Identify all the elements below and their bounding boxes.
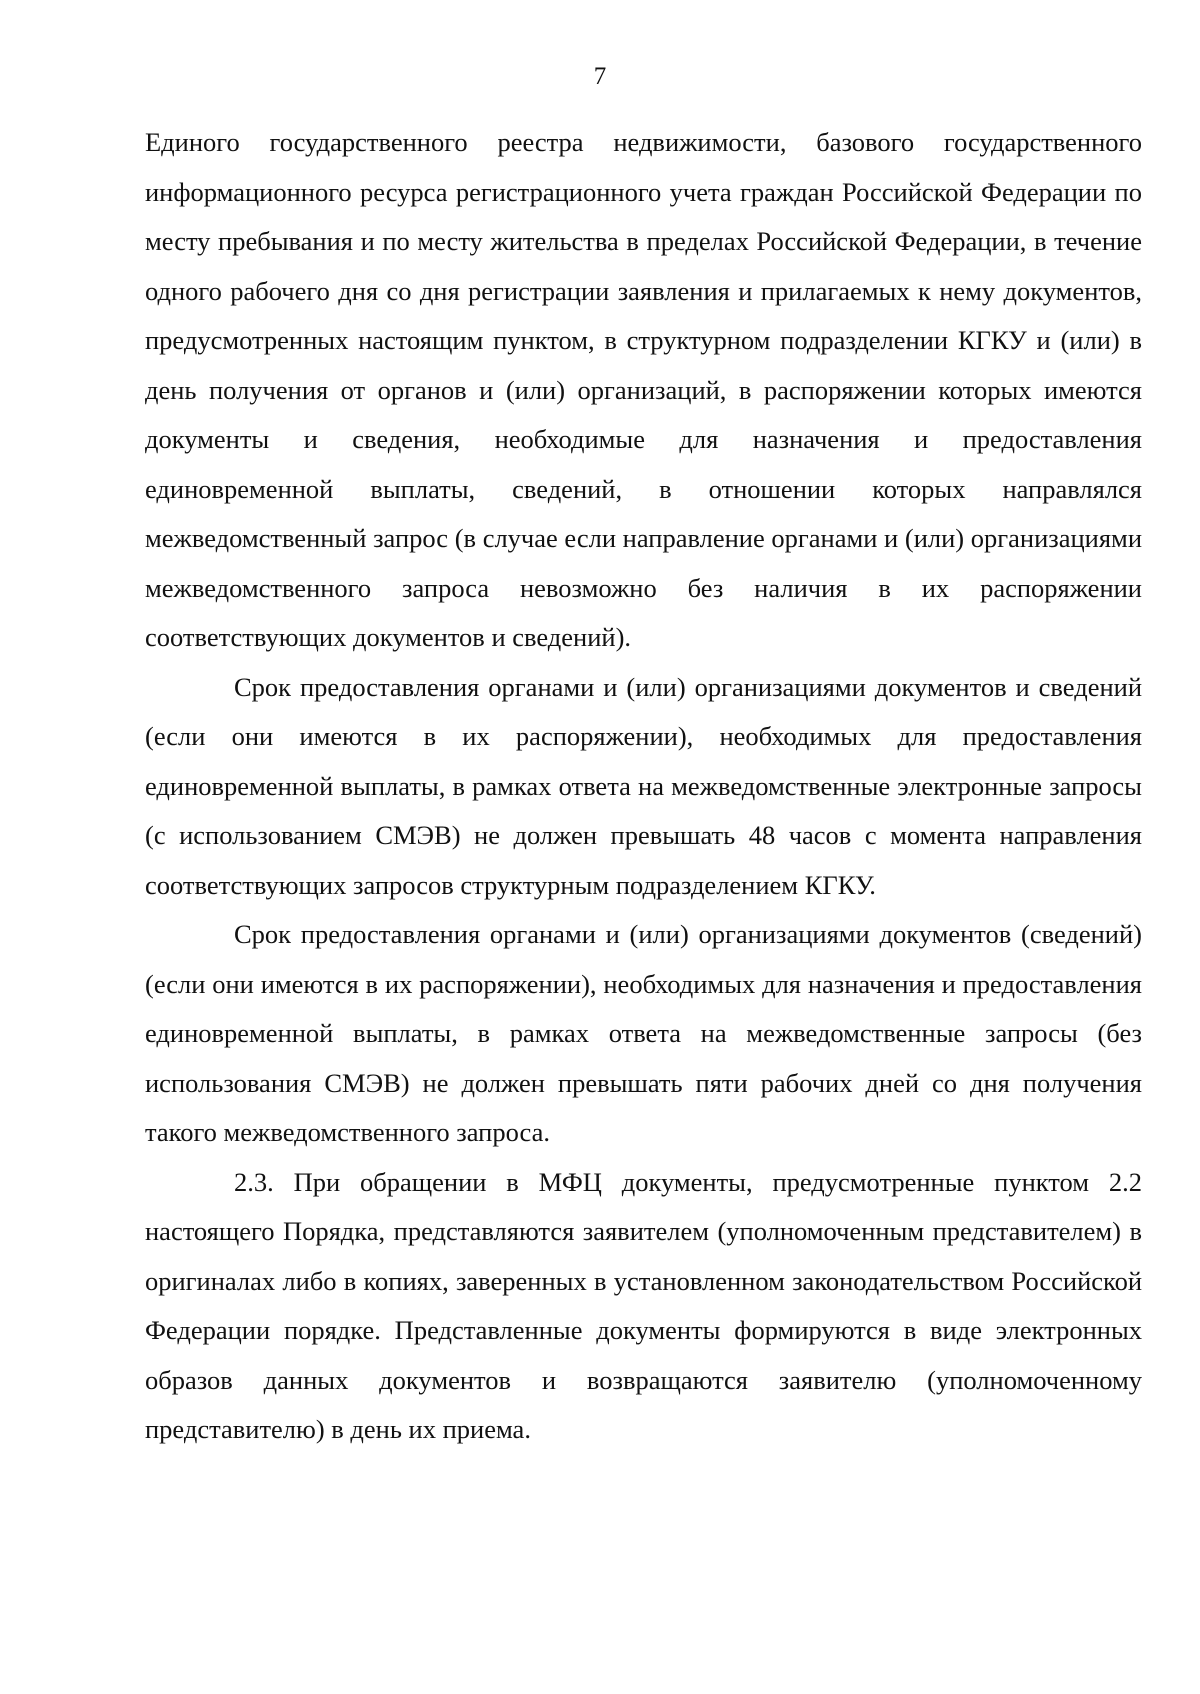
paragraph-non-smev-deadline: Срок предоставления органами и (или) организациями документов (сведений) (если они имеются в их распоряжении), необходимых для назначения и предоставления единовременной выплаты, в рамках ответа на межведомственные запросы (без использования СМЭВ) не должен превышать пяти рабочих дней со дня получения такого межведомственного запроса. [145, 919, 1142, 1147]
paragraph-smev-electronic-deadline: Срок предоставления органами и (или) организациями документов и сведений (если они имеются в их распоряжении), необходимых для предоставления единовременной выплаты, в рамках ответа на межведомственные электронные запросы (с использованием СМЭВ) не должен превышать 48 часов с момента направления соответствующих запросов структурным подразделением КГКУ. [145, 671, 1142, 900]
page-number: 7 [593, 63, 607, 90]
paragraph-section-2-3: 2.3. При обращении в МФЦ документы, предусмотренные пунктом 2.2 настоящего Порядка, представляются заявителем (уполномоченным представителем) в оригиналах либо в копиях, заверенных в установленном законодательством Российской Федерации порядке. Представленные документы формируются в виде электронных образов данных документов и возвращаются заявителю (уполномоченному представителю) в день их приема. [145, 1166, 1142, 1444]
document-body [145, 118, 1142, 1455]
paragraph-continuation: Единого государственного реестра недвижимости, базового государственного информационного ресурса регистрационного учета граждан Российской Федерации по месту пребывания и по месту жительства в пределах Российской Федерации, в течение одного рабочего дня со дня регистрации заявления и прилагаемых к нему документов, предусмотренных настоящим пунктом, в структурном подразделении КГКУ и (или) в день получения от органов и (или) организаций, в распоряжении которых имеются документы и сведения, необходимые для назначения и предоставления единовременной выплаты, сведений, в отношении которых направлялся межведомственный запрос (в случае если направление органами и (или) организациями межведомственного запроса невозможно без наличия в их распоряжении соответствующих документов и сведений). [145, 127, 1142, 652]
